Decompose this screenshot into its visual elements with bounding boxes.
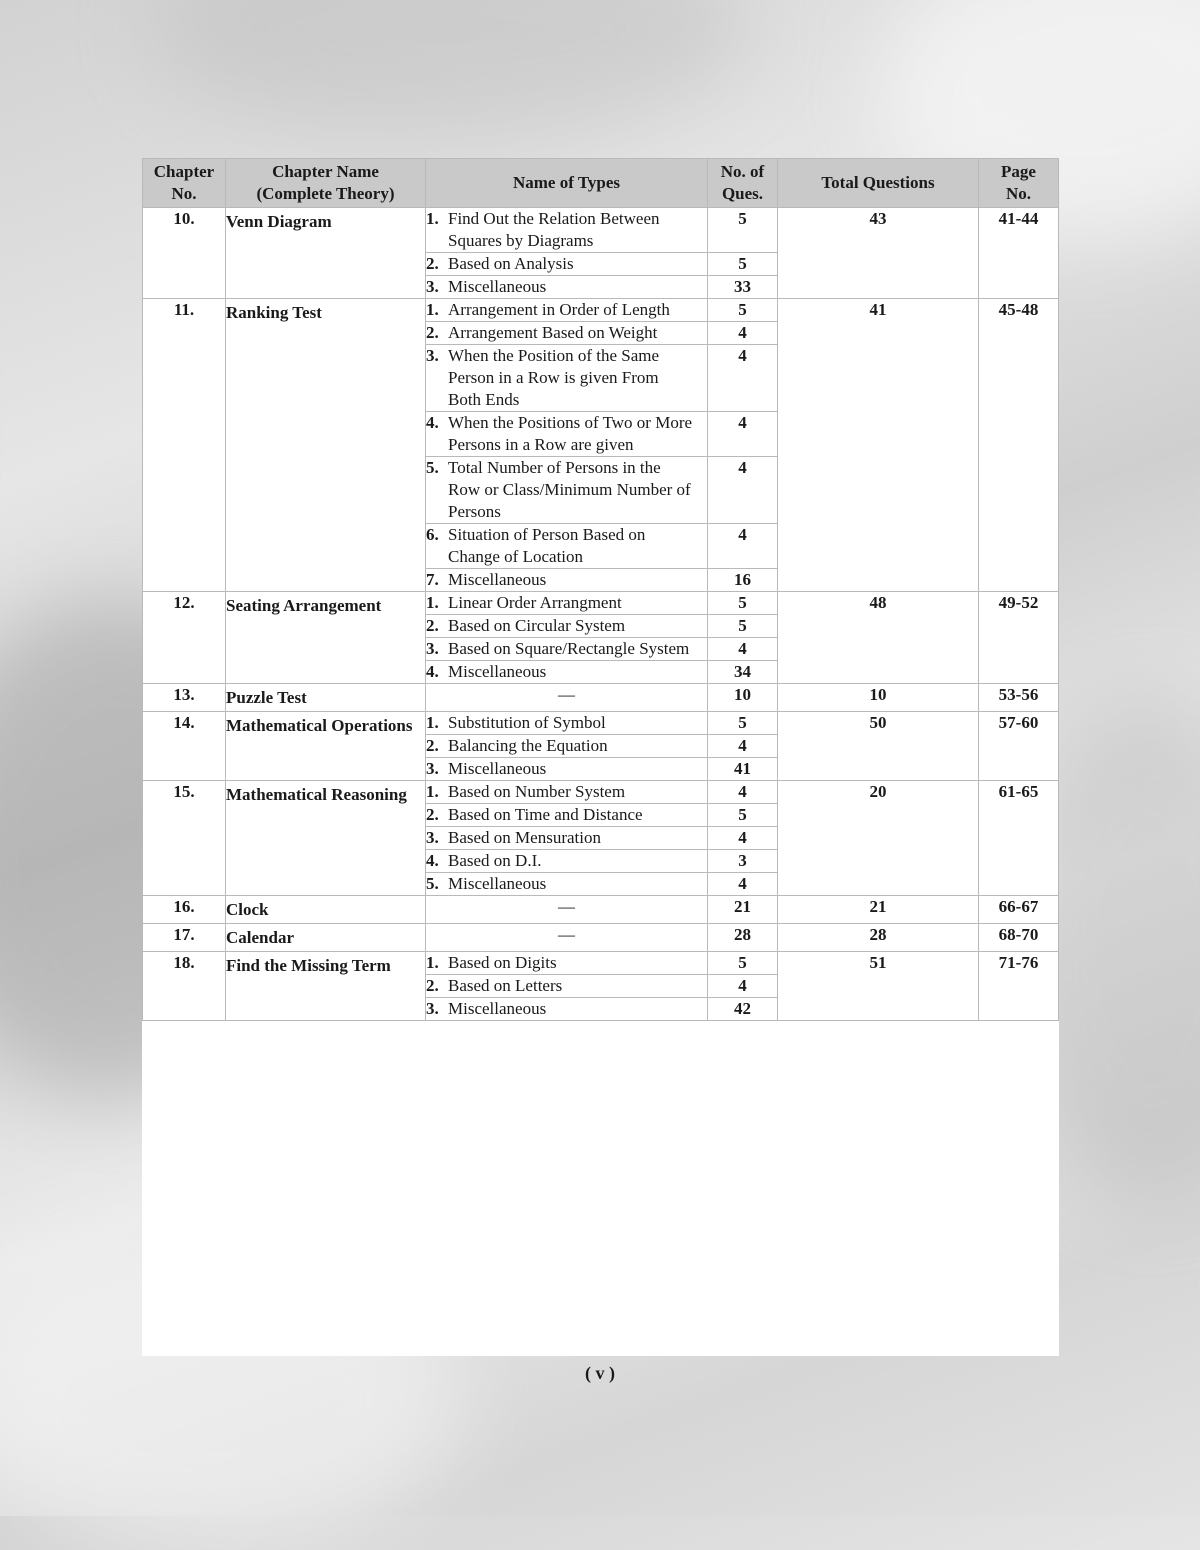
header-no-of-ques xyxy=(708,159,778,208)
question-count: 5 xyxy=(708,952,778,975)
type-number: 5. xyxy=(426,874,439,893)
type-name: Total Number of Persons in the Row or Class/Minimum Number of Persons xyxy=(448,458,691,521)
type-number: 1. xyxy=(426,593,439,612)
chapter-name: Mathematical Operations xyxy=(226,712,426,781)
question-count: 34 xyxy=(708,661,778,684)
header-text: No. of xyxy=(720,162,765,181)
total-questions: 21 xyxy=(778,896,979,924)
type-cell xyxy=(426,299,708,322)
type-number: 1. xyxy=(426,782,439,801)
type-cell xyxy=(426,276,708,299)
table-row xyxy=(143,299,1059,322)
page-range: 61-65 xyxy=(979,781,1059,896)
table-body xyxy=(143,208,1059,1021)
contents-table xyxy=(142,158,1059,1021)
question-count: 33 xyxy=(708,276,778,299)
question-count: 5 xyxy=(708,208,778,253)
page-range: 71-76 xyxy=(979,952,1059,1021)
total-questions: 28 xyxy=(778,924,979,952)
table-row xyxy=(143,781,1059,804)
question-count: 4 xyxy=(708,638,778,661)
table-row xyxy=(143,592,1059,615)
type-cell xyxy=(426,569,708,592)
type-name: Balancing the Equation xyxy=(448,736,608,755)
type-name: Miscellaneous xyxy=(448,277,547,296)
question-count: 16 xyxy=(708,569,778,592)
header-total: Total Questions xyxy=(778,159,979,208)
chapter-name: Calendar xyxy=(226,924,426,952)
chapter-name: Ranking Test xyxy=(226,299,426,592)
question-count: 41 xyxy=(708,758,778,781)
question-count: 4 xyxy=(708,781,778,804)
type-number: 4. xyxy=(426,662,439,681)
type-name: Based on Circular System xyxy=(448,616,626,635)
question-count: 4 xyxy=(708,345,778,412)
question-count: 4 xyxy=(708,975,778,998)
type-cell xyxy=(426,345,708,412)
type-name: Miscellaneous xyxy=(448,570,547,589)
page-range: 45-48 xyxy=(979,299,1059,592)
type-number: 2. xyxy=(426,616,439,635)
page-range: 49-52 xyxy=(979,592,1059,684)
question-count: 4 xyxy=(708,457,778,524)
type-cell xyxy=(426,412,708,457)
chapter-name: Seating Arrangement xyxy=(226,592,426,684)
type-cell xyxy=(426,850,708,873)
type-cell xyxy=(426,952,708,975)
type-number: 3. xyxy=(426,346,439,365)
header-chapter-no xyxy=(143,159,226,208)
page-range: 57-60 xyxy=(979,712,1059,781)
type-dash: — xyxy=(426,684,708,712)
table-row xyxy=(143,924,1059,952)
type-cell xyxy=(426,873,708,896)
question-count: 4 xyxy=(708,322,778,345)
header-chapter-name xyxy=(226,159,426,208)
type-dash: — xyxy=(426,924,708,952)
type-number: 2. xyxy=(426,805,439,824)
background-shade xyxy=(150,0,750,140)
header-types: Name of Types xyxy=(426,159,708,208)
type-number: 5. xyxy=(426,458,439,477)
page-range: 68-70 xyxy=(979,924,1059,952)
page-range: 53-56 xyxy=(979,684,1059,712)
type-name: When the Positions of Two or More Persons in a Row are given xyxy=(448,413,693,454)
question-count: 28 xyxy=(708,924,778,952)
question-count: 3 xyxy=(708,850,778,873)
type-name: Based on Letters xyxy=(448,976,563,995)
type-name: Miscellaneous xyxy=(448,662,547,681)
type-name: Linear Order Arrangment xyxy=(448,593,622,612)
question-count: 4 xyxy=(708,735,778,758)
question-count: 4 xyxy=(708,827,778,850)
chapter-number: 13. xyxy=(143,684,226,712)
type-number: 3. xyxy=(426,277,439,296)
type-cell xyxy=(426,524,708,569)
type-name: Based on Time and Distance xyxy=(448,805,643,824)
chapter-name: Mathematical Reasoning xyxy=(226,781,426,896)
question-count: 5 xyxy=(708,299,778,322)
type-name: Based on Square/Rectangle System xyxy=(448,639,690,658)
type-name: Based on Number System xyxy=(448,782,626,801)
type-cell xyxy=(426,661,708,684)
type-number: 4. xyxy=(426,413,439,432)
table-header-row xyxy=(143,159,1059,208)
type-number: 1. xyxy=(426,300,439,319)
type-name: Based on Mensuration xyxy=(448,828,601,847)
type-number: 3. xyxy=(426,759,439,778)
type-cell xyxy=(426,638,708,661)
type-name: Arrangement Based on Weight xyxy=(448,323,658,342)
type-name: Based on Digits xyxy=(448,953,557,972)
type-cell xyxy=(426,781,708,804)
type-number: 1. xyxy=(426,209,439,228)
header-text: Chapter Name xyxy=(272,162,379,181)
type-number: 3. xyxy=(426,828,439,847)
type-cell xyxy=(426,827,708,850)
total-questions: 41 xyxy=(778,299,979,592)
total-questions: 51 xyxy=(778,952,979,1021)
question-count: 42 xyxy=(708,998,778,1021)
question-count: 5 xyxy=(708,712,778,735)
table-row xyxy=(143,952,1059,975)
type-number: 3. xyxy=(426,639,439,658)
table-row xyxy=(143,684,1059,712)
chapter-number: 14. xyxy=(143,712,226,781)
question-count: 10 xyxy=(708,684,778,712)
page-range: 41-44 xyxy=(979,208,1059,299)
page-range: 66-67 xyxy=(979,896,1059,924)
type-cell xyxy=(426,998,708,1021)
type-number: 2. xyxy=(426,736,439,755)
chapter-name: Venn Diagram xyxy=(226,208,426,299)
question-count: 5 xyxy=(708,615,778,638)
question-count: 5 xyxy=(708,804,778,827)
total-questions: 50 xyxy=(778,712,979,781)
type-name: Arrangement in Order of Length xyxy=(448,300,670,319)
table-row xyxy=(143,712,1059,735)
type-number: 4. xyxy=(426,851,439,870)
type-cell xyxy=(426,758,708,781)
header-text: Chapter xyxy=(153,162,215,181)
header-text: Page xyxy=(1001,162,1036,181)
table-row xyxy=(143,896,1059,924)
question-count: 4 xyxy=(708,524,778,569)
type-number: 2. xyxy=(426,254,439,273)
question-count: 21 xyxy=(708,896,778,924)
type-name: Based on D.I. xyxy=(448,851,542,870)
type-number: 3. xyxy=(426,999,439,1018)
header-text: Ques. xyxy=(721,184,764,203)
question-count: 4 xyxy=(708,412,778,457)
type-cell xyxy=(426,975,708,998)
page-number: ( v ) xyxy=(585,1363,615,1383)
header-text: No. xyxy=(171,184,197,203)
question-count: 5 xyxy=(708,592,778,615)
chapter-number: 18. xyxy=(143,952,226,1021)
type-dash: — xyxy=(426,896,708,924)
type-name: Miscellaneous xyxy=(448,999,547,1018)
type-number: 7. xyxy=(426,570,439,589)
chapter-number: 12. xyxy=(143,592,226,684)
type-number: 6. xyxy=(426,525,439,544)
type-cell xyxy=(426,804,708,827)
type-number: 1. xyxy=(426,953,439,972)
chapter-name: Clock xyxy=(226,896,426,924)
chapter-name: Puzzle Test xyxy=(226,684,426,712)
chapter-name: Find the Missing Term xyxy=(226,952,426,1021)
total-questions: 48 xyxy=(778,592,979,684)
question-count: 5 xyxy=(708,253,778,276)
header-text: No. xyxy=(1005,184,1032,203)
chapter-number: 17. xyxy=(143,924,226,952)
type-name: Miscellaneous xyxy=(448,874,547,893)
type-name: When the Position of the Same Person in a Row is given From Both Ends xyxy=(448,346,660,409)
type-cell xyxy=(426,322,708,345)
type-name: Miscellaneous xyxy=(448,759,547,778)
chapter-number: 16. xyxy=(143,896,226,924)
table-row xyxy=(143,208,1059,253)
total-questions: 10 xyxy=(778,684,979,712)
total-questions: 43 xyxy=(778,208,979,299)
question-count: 4 xyxy=(708,873,778,896)
type-name: Substitution of Symbol xyxy=(448,713,606,732)
header-text: (Complete Theory) xyxy=(256,184,395,203)
type-name: Based on Analysis xyxy=(448,254,574,273)
type-name: Find Out the Relation Between Squares by Diagrams xyxy=(448,209,660,250)
type-number: 2. xyxy=(426,976,439,995)
chapter-number: 15. xyxy=(143,781,226,896)
type-cell xyxy=(426,712,708,735)
type-cell xyxy=(426,592,708,615)
type-cell xyxy=(426,735,708,758)
type-cell xyxy=(426,253,708,276)
type-cell xyxy=(426,208,708,253)
type-number: 2. xyxy=(426,323,439,342)
header-page-no xyxy=(979,159,1059,208)
type-number: 1. xyxy=(426,713,439,732)
total-questions: 20 xyxy=(778,781,979,896)
type-cell xyxy=(426,615,708,638)
chapter-number: 11. xyxy=(143,299,226,592)
type-cell xyxy=(426,457,708,524)
type-name: Situation of Person Based on Change of Location xyxy=(448,525,646,566)
chapter-number: 10. xyxy=(143,208,226,299)
